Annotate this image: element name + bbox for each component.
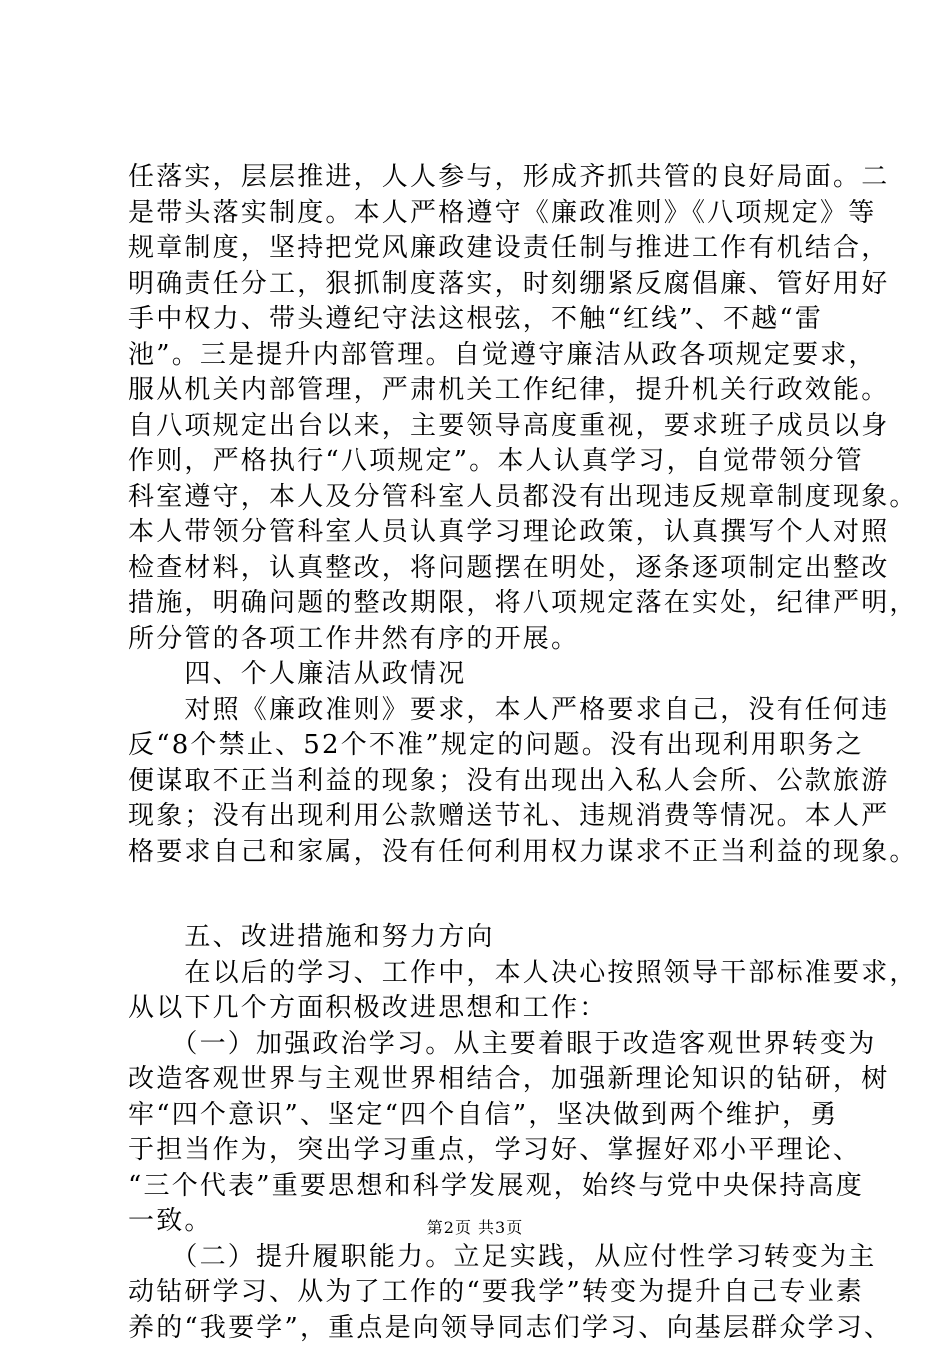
text-line: 牢“四个意识”、坚定“四个自信”，坚决做到两个维护，勇 [128, 1098, 840, 1134]
text-line: 池”。三是提升内部管理。自觉遵守廉洁从政各项规定要求， [128, 338, 840, 374]
text-line: 动钻研学习、从为了工作的“要我学”转变为提升自己专业素 [128, 1275, 840, 1311]
text-line: 是带头落实制度。本人严格遵守《廉政准则》《八项规定》等 [128, 196, 840, 232]
text-line: 服从机关内部管理，严肃机关工作纪律，提升机关行政效能。 [128, 373, 840, 409]
text-line: 明确责任分工，狠抓制度落实，时刻绷紧反腐倡廉、管好用好 [128, 267, 840, 303]
text-line: 自八项规定出台以来，主要领导高度重视，要求班子成员以身 [128, 409, 840, 445]
text-line: 四、个人廉洁从政情况 [128, 657, 840, 693]
text-line: 措施，明确问题的整改期限，将八项规定落在实处，纪律严明， [128, 586, 840, 622]
page-footer: 第2页 共3页 [0, 1215, 950, 1238]
text-line: 反“8个禁止、52个不准”规定的问题。没有出现利用职务之 [128, 728, 840, 764]
text-line: 格要求自己和家属，没有任何利用权力谋求不正当利益的现象。 [128, 835, 840, 871]
text-line: 便谋取不正当利益的现象；没有出现出入私人会所、公款旅游 [128, 764, 840, 800]
body-text [128, 160, 840, 1346]
text-line: 于担当作为，突出学习重点，学习好、掌握好邓小平理论、 [128, 1133, 840, 1169]
text-line: 手中权力、带头遵纪守法这根弦，不触“红线”、不越“雷 [128, 302, 840, 338]
text-line [128, 870, 840, 920]
text-line: 检查材料，认真整改，将问题摆在明处，逐条逐项制定出整改 [128, 551, 840, 587]
text-line: 五、改进措施和努力方向 [128, 920, 840, 956]
text-line: （二）提升履职能力。立足实践，从应付性学习转变为主 [128, 1240, 840, 1276]
text-line: （一）加强政治学习。从主要着眼于改造客观世界转变为 [128, 1027, 840, 1063]
text-line: 养的“我要学”，重点是向领导同志们学习、向基层群众学习、 [128, 1311, 840, 1346]
text-line: 本人带领分管科室人员认真学习理论政策，认真撰写个人对照 [128, 515, 840, 551]
text-line: 所分管的各项工作井然有序的开展。 [128, 622, 840, 658]
text-line: 作则，严格执行“八项规定”。本人认真学习，自觉带领分管 [128, 444, 840, 480]
text-line: 现象；没有出现利用公款赠送节礼、违规消费等情况。本人严 [128, 799, 840, 835]
text-line: 在以后的学习、工作中，本人决心按照领导干部标准要求， [128, 956, 840, 992]
text-line: 规章制度，坚持把党风廉政建设责任制与推进工作有机结合， [128, 231, 840, 267]
text-line: 科室遵守，本人及分管科室人员都没有出现违反规章制度现象。 [128, 480, 840, 516]
text-line: 任落实，层层推进，人人参与，形成齐抓共管的良好局面。二 [128, 160, 840, 196]
text-line: “三个代表”重要思想和科学发展观，始终与党中央保持高度 [128, 1169, 840, 1205]
text-line: 改造客观世界与主观世界相结合，加强新理论知识的钻研，树 [128, 1062, 840, 1098]
text-line: 一致。 [128, 1204, 840, 1240]
text-line: 从以下几个方面积极改进思想和工作： [128, 991, 840, 1027]
text-line: 对照《廉政准则》要求，本人严格要求自己，没有任何违 [128, 693, 840, 729]
